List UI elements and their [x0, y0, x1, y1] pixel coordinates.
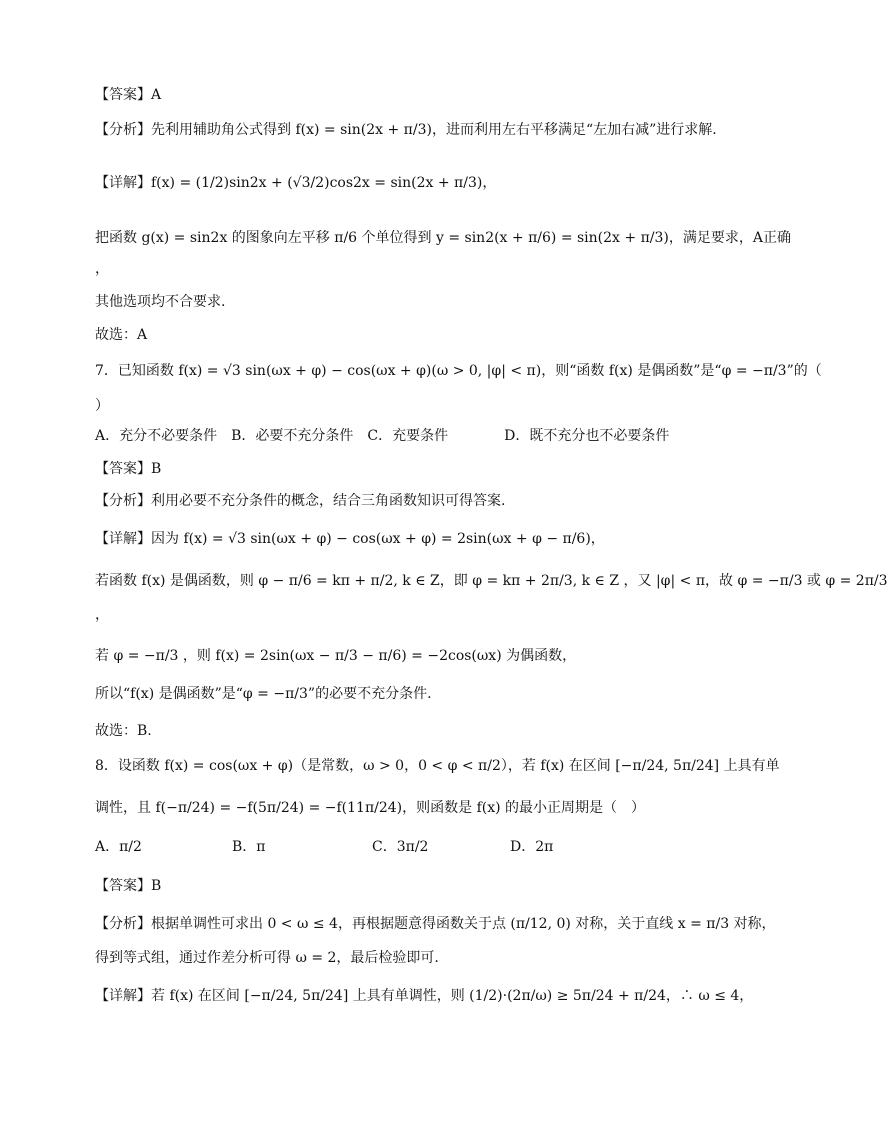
option-q8: D．2π [510, 839, 554, 855]
text-line: ， [95, 261, 109, 277]
option-q8: B．π [232, 839, 266, 855]
text-line: 把函数 g(x) = sin2x 的图象向左平移 π/6 个单位得到 y = sin2(x + π/6) = sin(2x + π/3)，满足要求，A正确 [95, 230, 791, 246]
text-line: 所以“f(x) 是偶函数”是“φ = −π/3”的必要不充分条件. [95, 686, 432, 702]
text-line: 【答案】B [95, 878, 162, 894]
text-line: 【答案】A [95, 87, 162, 103]
text-line: 得到等式组，通过作差分析可得 ω = 2，最后检验即可. [95, 950, 439, 966]
text-line: 7．已知函数 f(x) = √3 sin(ωx + φ) − cos(ωx + φ)(ω > 0, |φ| < π)，则“函数 f(x) 是偶函数”是“φ = −π/3”的（ [95, 363, 822, 379]
text-line: 【答案】B [95, 461, 162, 477]
option-q8: C．3π/2 [372, 839, 429, 855]
option-q8: A．π/2 [95, 839, 142, 855]
text-line: ， [95, 607, 109, 623]
text-line: 【详解】f(x) = (1/2)sin2x + (√3/2)cos2x = sin(2x + π/3)， [95, 175, 497, 191]
text-line: 故选：B. [95, 723, 152, 739]
text-line: 【详解】因为 f(x) = √3 sin(ωx + φ) − cos(ωx + φ) = 2sin(ωx + φ − π/6)， [95, 531, 605, 547]
text-line: A．充分不必要条件 B．必要不充分条件 C．充要条件 D．既不充分也不必要条件 [95, 428, 670, 444]
text-line: 调性，且 f(−π/24) = −f(5π/24) = −f(11π/24)，则函数是 f(x) 的最小正周期是（ ） [95, 800, 646, 816]
text-line: 8．设函数 f(x) = cos(ωx + φ)（是常数，ω > 0，0 < φ < π/2），若 f(x) 在区间 [−π/24, 5π/24] 上具有单 [95, 758, 780, 774]
text-line: 其他选项均不合要求. [95, 294, 226, 310]
text-line: 【分析】利用必要不充分条件的概念，结合三角函数知识可得答案. [95, 493, 506, 509]
text-line: 若 φ = −π/3 ，则 f(x) = 2sin(ωx − π/3 − π/6) = −2cos(ωx) 为偶函数， [95, 648, 577, 664]
text-line: 【分析】根据单调性可求出 0 < ω ≤ 4，再根据题意得函数关于点 (π/12, 0) 对称，关于直线 x = π/3 对称， [95, 916, 776, 932]
text-line: 故选：A [95, 327, 148, 343]
text-line: 若函数 f(x) 是偶函数，则 φ − π/6 = kπ + π/2, k ∈ Z，即 φ = kπ + 2π/3, k ∈ Z ，又 |φ| < π，故 φ = −π/3 或 φ = 2π/3 [95, 573, 888, 589]
text-line: ） [95, 398, 109, 414]
text-line: 【分析】先利用辅助角公式得到 f(x) = sin(2x + π/3)，进而利用左右平移满足“左加右减”进行求解. [95, 122, 717, 138]
text-line: 【详解】若 f(x) 在区间 [−π/24, 5π/24] 上具有单调性，则 (1/2)·(2π/ω) ≥ 5π/24 + π/24，∴ ω ≤ 4， [95, 988, 754, 1004]
